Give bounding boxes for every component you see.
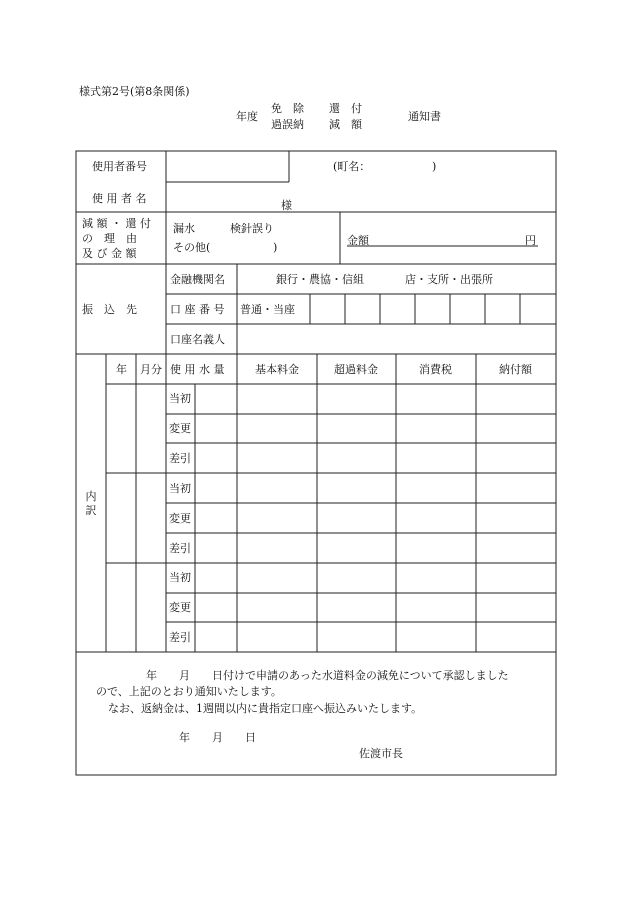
row-label: 変更: [169, 422, 191, 435]
form-number: 様式第2号(第8条関係): [79, 85, 190, 98]
notice-line-2: ので、上記のとおり通知いたします。: [96, 685, 282, 698]
user-number-label: 使用者番号: [92, 160, 147, 173]
col-excess-header: 超過料金: [334, 363, 378, 376]
col-basic-header: 基本料金: [255, 363, 299, 376]
details-side-label-2: 訳: [85, 504, 97, 517]
row-label: 差引: [169, 631, 191, 644]
col-tax-header: 消費税: [419, 363, 452, 376]
title-menjo: 免 除: [271, 102, 304, 115]
row-label: 変更: [169, 601, 191, 614]
notice-signer: 佐渡市長: [359, 747, 403, 760]
col-usage-header: 使 用 水 量: [170, 363, 225, 376]
sama-label: 様: [281, 199, 292, 212]
title-gengaku: 減 額: [329, 118, 362, 131]
row-label: 当初: [169, 482, 191, 495]
row-label: 差引: [169, 542, 191, 555]
bank-name-label: 金融機関名: [170, 273, 225, 286]
title-kagonou: 過誤納: [271, 118, 304, 131]
row-label: 変更: [169, 512, 191, 525]
reason-other-close: ): [273, 241, 278, 254]
account-number-label: 口 座 番 号: [170, 303, 225, 316]
town-name-label: (町名：: [333, 160, 371, 173]
bank-type-options: 銀行・農協・信組: [276, 273, 364, 286]
reason-label-line-2: の 理 由: [82, 232, 137, 245]
account-type-options: 普通・当座: [240, 303, 295, 316]
reason-label-line-3: 及 び 金 額: [82, 247, 137, 260]
row-label: 差引: [169, 452, 191, 465]
reason-other: その他(: [173, 241, 211, 254]
branch-type-options: 店・支所・出張所: [405, 273, 493, 286]
notice-line-1: 年 月 日付けで申請のあった水道料金の減免について承認しました: [146, 669, 509, 682]
col-month-header: 月分: [140, 363, 162, 376]
row-label: 当初: [169, 571, 191, 584]
col-paid-header: 納付額: [499, 363, 532, 376]
user-name-label: 使 用 者 名: [92, 192, 147, 205]
notice-line-3: なお、返納金は、1週間以内に貴指定口座へ振込みいたします。: [108, 702, 423, 715]
title-kanpu: 還 付: [329, 102, 362, 115]
transfer-label: 振 込 先: [82, 303, 137, 316]
col-year-header: 年: [116, 363, 127, 376]
title-tsuchisho: 通知書: [408, 110, 441, 123]
notice-date: 年 月 日: [179, 731, 256, 744]
reason-label-line-1: 減 額 ・ 還 付: [82, 217, 151, 230]
reason-leak: 漏水: [173, 222, 195, 235]
amount-label: 金額: [347, 234, 369, 247]
row-label: 当初: [169, 392, 191, 405]
nendo-label: 年度: [236, 110, 258, 123]
reason-meter-error: 検針誤り: [230, 222, 274, 235]
amount-yen: 円: [525, 234, 536, 247]
details-side-label-1: 内: [85, 490, 97, 503]
town-name-close: ): [432, 160, 437, 173]
account-holder-label: 口座名義人: [170, 333, 225, 346]
